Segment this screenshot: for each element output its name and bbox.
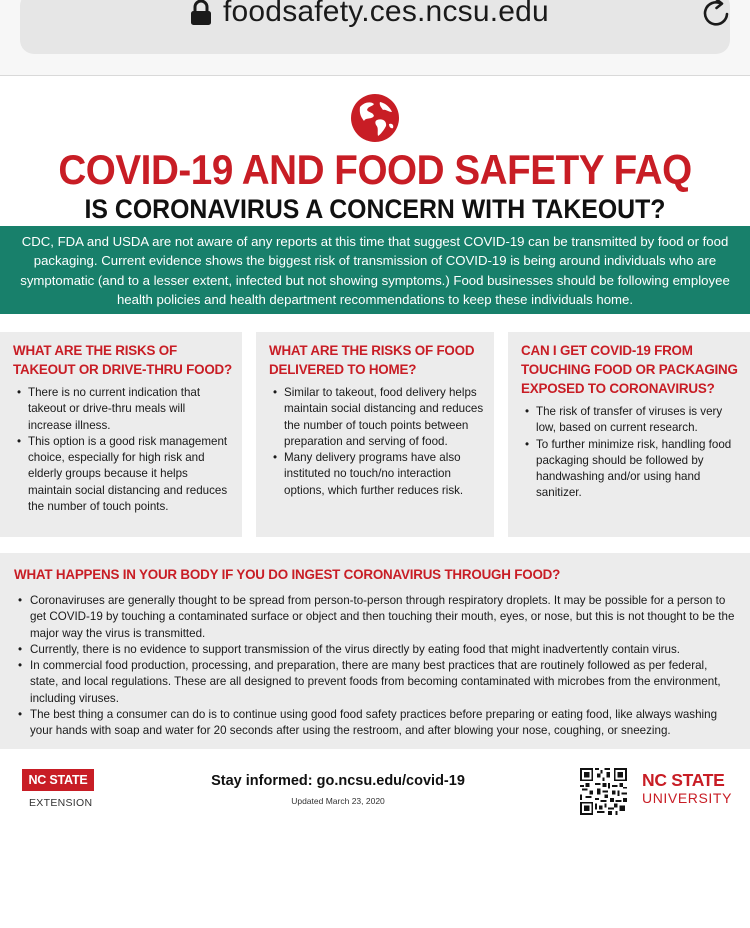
faq-card-delivery <box>256 332 494 537</box>
faq-card-packaging <box>508 332 750 537</box>
globe-icon <box>350 93 400 143</box>
card-heading: WHAT ARE THE RISKS OF TAKEOUT OR DRIVE-THRU FOOD? <box>13 343 233 377</box>
list-item: • Currently, there is no evidence to support transmission of the virus directly by eating food that might inadvertently contain virus. <box>14 642 736 658</box>
list-item: • Coronaviruses are generally thought to be spread from person-to-person through respiratory droplets. It may be possible for a person to get COVID-19 by touching a contaminated surface or object and then touching their mouth, eyes, or nose, but this is not thought to be the major way the virus is transmitted. <box>14 593 736 642</box>
lock-icon <box>190 0 212 26</box>
list-item: • To further minimize risk, handling food packaging should be followed by handwashing and/or using hand sanitizer. <box>521 437 740 502</box>
nc-state-extension-logo: NC STATE <box>22 769 94 791</box>
updated-date: Updated March 23, 2020 <box>291 796 385 806</box>
list-item: • Many delivery programs have also instituted no touch/no interaction options, which further reduces risk. <box>269 450 484 499</box>
address-bar[interactable] <box>20 0 730 54</box>
list-item: • This option is a good risk management choice, especially for high risk and elderly groups because it helps maintain social distancing and reduces the number of touch points. <box>13 434 232 515</box>
card-heading: WHAT ARE THE RISKS OF FOOD DELIVERED TO HOME? <box>269 343 475 377</box>
stay-informed-link[interactable]: Stay informed: go.ncsu.edu/covid-19 <box>211 773 465 789</box>
list-item: • Similar to takeout, food delivery helps maintain social distancing and reduces the number of touch points between preparation and serving of food. <box>269 385 484 450</box>
browser-toolbar <box>0 0 750 76</box>
faq-section-ingest <box>0 553 750 749</box>
card-heading: CAN I GET COVID-19 FROM TOUCHING FOOD OR PACKAGING EXPOSED TO CORONAVIRUS? <box>521 343 738 396</box>
list-item: • In commercial food production, processing, and preparation, there are many best practices that are routinely followed as per federal, state, and local regulations. These are all designed to prevent foods from becoming contaminated with microbes from the environment, including viruses. <box>14 658 736 707</box>
qr-code <box>580 768 627 815</box>
list-item: • The risk of transfer of viruses is very low, based on current research. <box>521 404 740 437</box>
faq-card-takeout <box>0 332 242 537</box>
section-list <box>14 593 736 740</box>
card-list <box>521 404 740 502</box>
list-item: • The best thing a consumer can do is to continue using good food safety practices before preparing or eating food, like always washing your hands with soap and water for 20 seconds after using the restroom, and after blowing your nose, coughing, or sneezing. <box>14 707 736 740</box>
intro-banner: CDC, FDA and USDA are not aware of any reports at this time that suggest COVID-19 can be transmitted by food or food packaging. Current evidence shows the biggest risk of transmission of COVID-19 is being around individuals who are symptomatic (and to a lesser extent, infected but not showing symptoms.) Food businesses should be following employee health policies and health department recommendations to keep these individuals home. <box>0 226 750 314</box>
reload-icon[interactable] <box>700 0 734 30</box>
card-list <box>13 385 232 515</box>
section-heading: WHAT HAPPENS IN YOUR BODY IF YOU DO INGEST CORONAVIRUS THROUGH FOOD? <box>14 567 561 582</box>
url-text[interactable]: foodsafety.ces.ncsu.edu <box>223 0 549 28</box>
list-item: • There is no current indication that takeout or drive-thru meals will increase illness. <box>13 385 232 434</box>
page-subtitle: IS CORONAVIRUS A CONCERN WITH TAKEOUT? <box>84 194 666 224</box>
card-list <box>269 385 484 499</box>
nc-state-university-logo: NC STATE <box>642 770 725 790</box>
university-label: UNIVERSITY <box>642 790 733 806</box>
page-title: COVID-19 AND FOOD SAFETY FAQ <box>58 146 692 193</box>
extension-label: EXTENSION <box>29 797 93 809</box>
